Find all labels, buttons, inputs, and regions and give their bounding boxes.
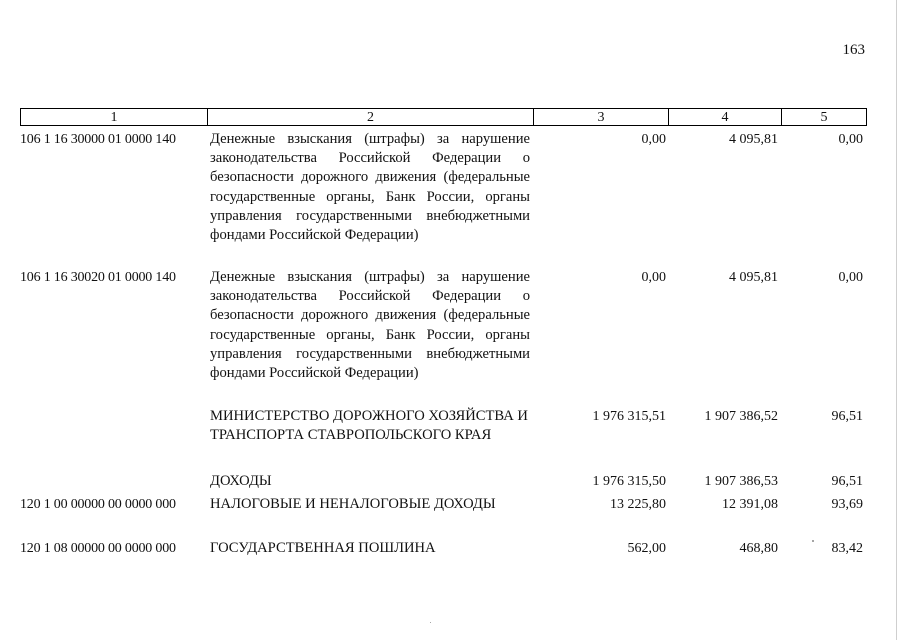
row-value-col3: 0,00 — [641, 132, 666, 147]
page-number: 163 — [842, 42, 865, 58]
row-value-col4: 12 391,08 — [722, 497, 778, 512]
scan-speck — [812, 540, 814, 542]
row-code: 120 1 00 00000 00 0000 000 — [20, 497, 176, 512]
row-value-col5: 0,00 — [838, 132, 863, 147]
header-col-1: 1 — [20, 108, 208, 126]
row-value-col3: 562,00 — [627, 541, 666, 556]
header-col-5: 5 — [781, 108, 867, 126]
header-col-4: 4 — [668, 108, 782, 126]
row-value-col4: 4 095,81 — [729, 132, 778, 147]
row-value-col4: 1 907 386,53 — [704, 474, 778, 489]
row-code: 120 1 08 00000 00 0000 000 — [20, 541, 176, 556]
row-value-col5: 0,00 — [838, 270, 863, 285]
row-value-col4: 1 907 386,52 — [704, 409, 778, 424]
row-value-col5: 96,51 — [831, 409, 863, 424]
row-value-col3: 13 225,80 — [610, 497, 666, 512]
row-code: 106 1 16 30020 01 0000 140 — [20, 270, 176, 285]
row-value-col3: 1 976 315,50 — [592, 474, 666, 489]
row-value-col5: 83,42 — [831, 541, 863, 556]
row-name: Денежные взыскания (штрафы) за нарушение законодательства Российской Федерации о безопасности дорожного движения (федеральные государственные органы, Банк России, органы управления государственными внебюджетными фондами Российской Федерации) — [210, 269, 530, 382]
row-value-col4: 4 095,81 — [729, 270, 778, 285]
row-name: МИНИСТЕРСТВО ДОРОЖНОГО ХОЗЯЙСТВА И ТРАНСПОРТА СТАВРОПОЛЬСКОГО КРАЯ — [210, 408, 528, 444]
row-name: Денежные взыскания (штрафы) за нарушение законодательства Российской Федерации о безопасности дорожного движения (федеральные государственные органы, Банк России, органы управления государственными внебюджетными фондами Российской Федерации) — [210, 131, 530, 244]
header-col-2: 2 — [207, 108, 534, 126]
row-code: 106 1 16 30000 01 0000 140 — [20, 132, 176, 147]
row-name: ДОХОДЫ — [210, 473, 272, 489]
row-value-col3: 0,00 — [641, 270, 666, 285]
scan-speck — [430, 622, 431, 623]
row-name: ГОСУДАРСТВЕННАЯ ПОШЛИНА — [210, 540, 436, 556]
row-value-col5: 93,69 — [831, 497, 863, 512]
row-name: НАЛОГОВЫЕ И НЕНАЛОГОВЫЕ ДОХОДЫ — [210, 496, 496, 512]
row-value-col4: 468,80 — [739, 541, 778, 556]
row-value-col5: 96,51 — [831, 474, 863, 489]
table-header — [20, 108, 867, 126]
header-col-3: 3 — [533, 108, 669, 126]
page-edge-line — [896, 0, 897, 640]
row-value-col3: 1 976 315,51 — [592, 409, 666, 424]
